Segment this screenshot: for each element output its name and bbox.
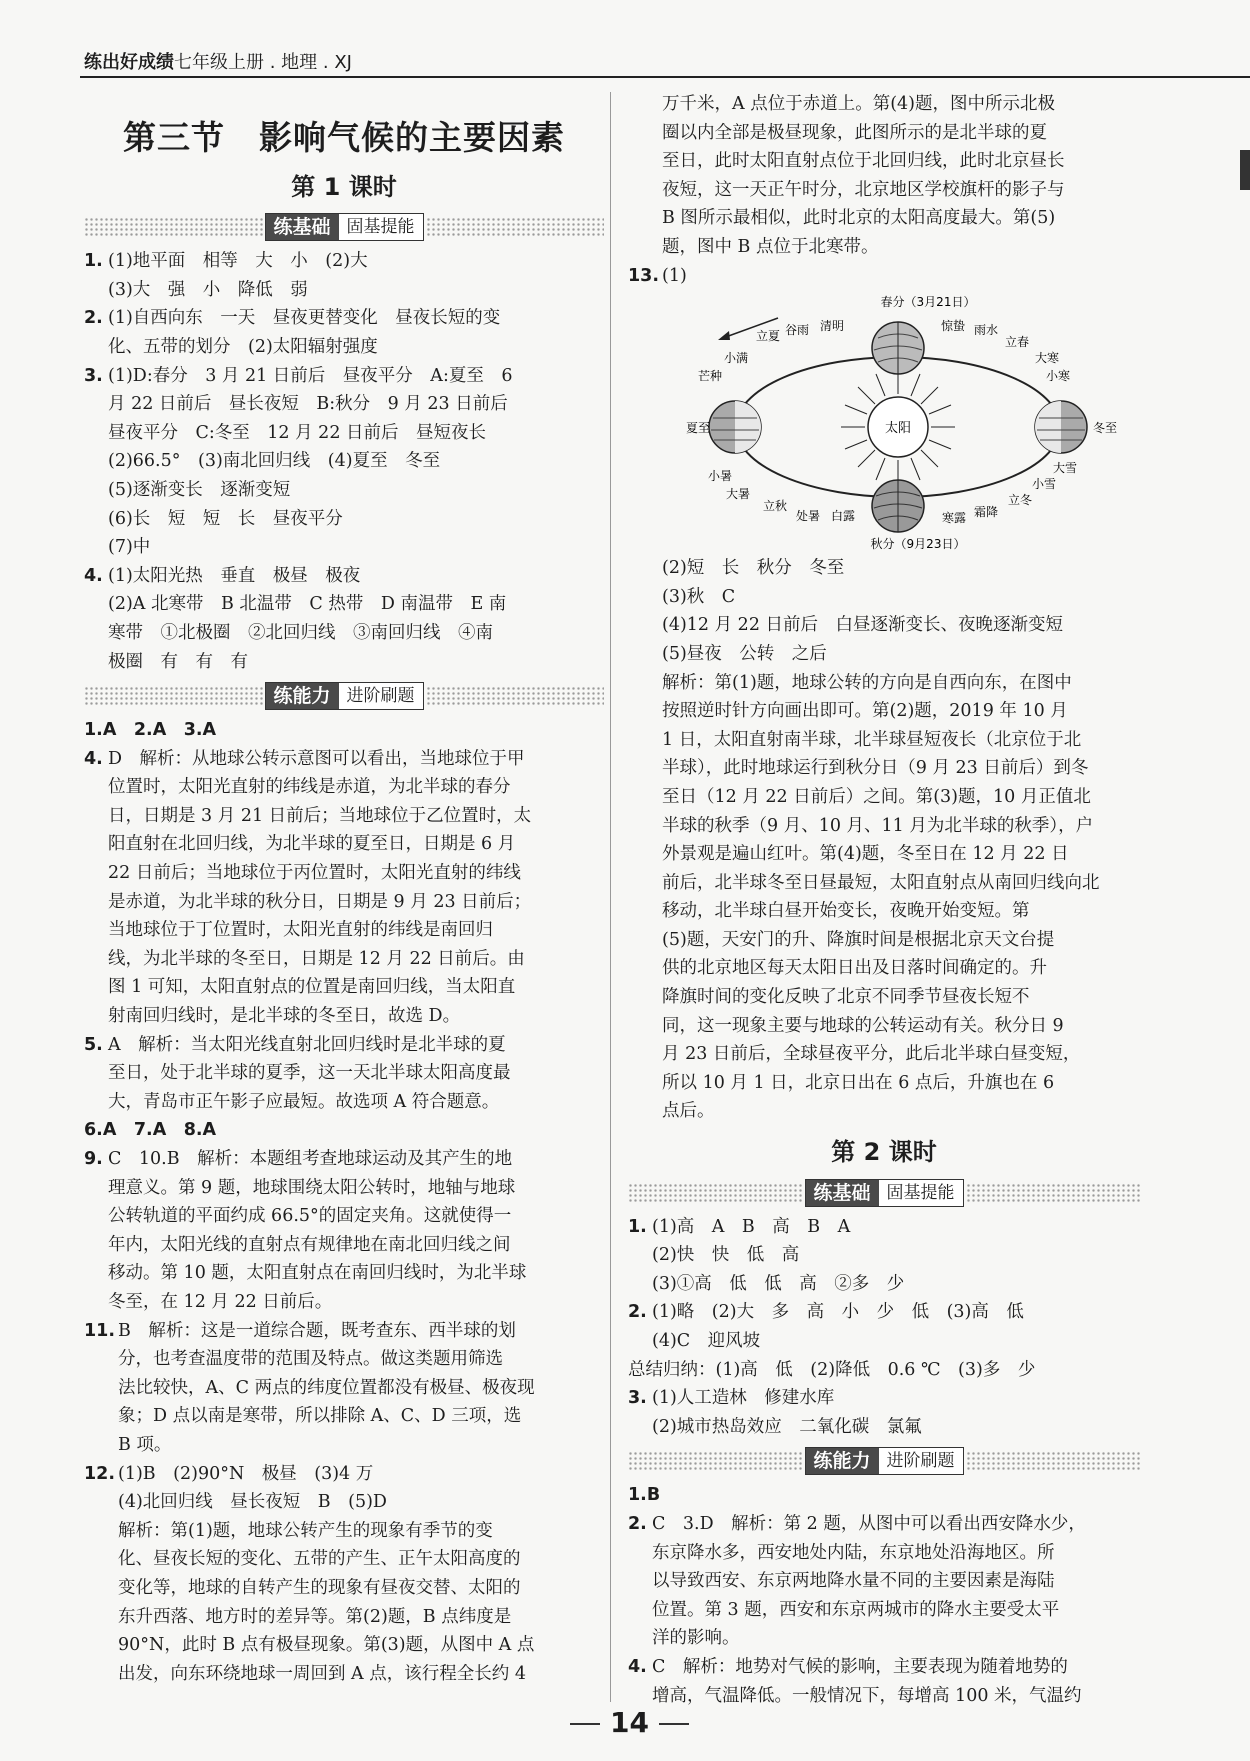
answer-line: (2)A 北寒带 B 北温带 C 热带 D 南温带 E 南 — [108, 594, 507, 615]
term-label: 大寒 — [1035, 351, 1060, 366]
answer-line: 东升西落、地方时的差异等。第(2)题，B 点纬度是 — [118, 1606, 512, 1627]
answer-line: 东京降水多，西安地处内陆，东京地处沿海地区。所 — [652, 1542, 1055, 1563]
answer-line: (1)自西向东 一天 昼夜更替变化 昼夜长短的变 — [108, 308, 501, 329]
answer-line: 变化等，地球的自转产生的现象有昼夜交替、太阳的 — [118, 1577, 521, 1598]
answer-line: (4)12 月 22 日前后 白昼逐渐变长、夜晚逐渐变短 — [662, 615, 1064, 636]
answer-line: 线，为北半球的冬至日，日期是 12 月 22 日前后。由 — [108, 948, 525, 969]
banner-dark-label: 练基础 — [806, 1180, 879, 1206]
question-number: 2. — [84, 308, 103, 329]
answer-line: 月 23 日前后，全球昼夜平分，此后北半球白昼变短， — [662, 1044, 1081, 1065]
earth-spring-icon — [872, 322, 924, 374]
banner-light-label: 进阶刷题 — [879, 1448, 963, 1474]
question-number: 4. — [84, 565, 103, 586]
answer-line: C 解析：地势对气候的影响，主要表现为随着地势的 — [652, 1656, 1068, 1677]
term-label: 谷雨 — [785, 323, 810, 338]
term-label: 霜降 — [974, 505, 999, 520]
question-number: 2. — [628, 1302, 647, 1323]
answer-line: 分，也考查温度带的范围及特点。做这类题用筛选 — [118, 1349, 503, 1370]
answer-line: (6)长 短 短 长 昼夜平分 — [108, 508, 343, 529]
answer-line: (5)题，天安门的升、降旗时间是根据北京天文台提 — [662, 929, 1055, 950]
lesson2-question-1 — [628, 1213, 1140, 1299]
term-label: 立春 — [1005, 335, 1030, 350]
question-number: 5. — [84, 1034, 103, 1055]
lesson2-question-2 — [628, 1298, 1140, 1355]
earth-winter-icon — [1035, 401, 1087, 453]
answer-line: 解析：第(1)题，地球公转产生的现象有季节的变 — [118, 1520, 493, 1541]
answer-line: 大，青岛市正午影子应最短。故选项 A 符合题意。 — [108, 1091, 500, 1112]
answer-4 — [84, 745, 604, 1031]
question-1 — [84, 247, 604, 304]
question-4 — [84, 562, 604, 676]
term-label: 立冬 — [1008, 493, 1033, 508]
answer-line: 前后，北半球冬至日昼最短，太阳直射点从南回归线向北 — [662, 872, 1100, 893]
banner-dark-label: 练能力 — [266, 683, 339, 709]
question-number: 1. — [628, 1216, 647, 1237]
answer-line: 外景观是遍山红叶。第(4)题，冬至日在 12 月 22 日 — [662, 844, 1069, 865]
term-label: 小寒 — [1046, 369, 1071, 384]
header-subtitle: 七年级上册 . 地理 . XJ — [174, 52, 352, 73]
autumn-equinox-label: 秋分（9月23日） — [870, 537, 966, 552]
answer-line: 点后。 — [662, 1101, 715, 1122]
lesson-2-title: 第 2 课时 — [831, 1138, 937, 1167]
answer-line: 以导致西安、东京两地降水量不同的主要因素是海陆 — [652, 1571, 1055, 1592]
answer-line: 极圈 有 有 有 — [108, 651, 248, 672]
answer-9 — [84, 1145, 604, 1317]
question-number: 9. — [84, 1149, 103, 1169]
answer-line: 法比较快，A、C 两点的纬度位置都没有极昼、极夜现 — [118, 1377, 535, 1398]
question-number: 1. — [84, 251, 103, 272]
term-label: 处暑 — [796, 509, 821, 524]
answer-line: (1)略 (2)大 多 高 小 少 低 (3)高 低 — [652, 1302, 1024, 1323]
answer-line: 90°N，此时 B 点有极昼现象。第(3)题，从图中 A 点 — [118, 1635, 535, 1656]
question-number: 3. — [628, 1388, 647, 1409]
answer-line: 年内，太阳光线的直射点有规律地在南北回归线之间 — [108, 1234, 511, 1255]
answer-line: 化、五带的划分 (2)太阳辐射强度 — [108, 336, 378, 357]
answer-line: B 解析：这是一道综合题，既考查东、西半球的划 — [118, 1320, 516, 1341]
answer-line: 至日，此时太阳直射点位于北回归线，此时北京昼长 — [662, 151, 1065, 172]
answer-line: (5)逐渐变长 逐渐变短 — [108, 479, 291, 500]
answer-line: 寒带 ①北极圈 ②北回归线 ③南回归线 ④南 — [108, 622, 493, 643]
question-3 — [84, 362, 604, 562]
answer-11 — [84, 1317, 604, 1460]
term-label: 小暑 — [708, 469, 733, 484]
answer-line: 解析：第(1)题，地球公转的方向是自西向东，在图中 — [662, 672, 1072, 693]
term-label: 立夏 — [756, 329, 781, 344]
banner-dark-label: 练基础 — [266, 214, 339, 240]
answer-line: (1)高 A B 高 B A — [652, 1216, 851, 1237]
answer-line: 月 22 日前后 昼长夜短 B:秋分 9 月 23 日前后 — [108, 394, 508, 415]
answer-line: 射南回归线时，是北半球的冬至日，故选 D。 — [108, 1006, 461, 1027]
lesson2-answer-4 — [628, 1653, 1140, 1710]
answer-line: 同，这一现象主要与地球的公转运动有关。秋分日 9 — [662, 1015, 1064, 1036]
left-column — [84, 90, 604, 1688]
answer-line: (1)B (2)90°N 极昼 (3)4 万 — [118, 1463, 374, 1484]
term-label: 小满 — [724, 351, 749, 366]
earth-orbit-diagram — [628, 290, 1140, 552]
answer-line: C 3.D 解析：第 2 题，从图中可以看出西安降水少， — [652, 1513, 1086, 1534]
summary-line: 总结归纳：(1)高 低 (2)降低 0.6 ℃ (3)多 少 — [628, 1359, 1036, 1380]
banner-light-label: 固基提能 — [339, 214, 423, 240]
term-label: 芒种 — [698, 369, 723, 384]
answer-13-parts — [628, 554, 1140, 1126]
earth-autumn-icon — [872, 480, 924, 532]
answer-line: 公转轨道的平面约成 66.5°的固定夹角。这就使得一 — [108, 1206, 512, 1227]
answer-line: D 解析：从地球公转示意图可以看出，当地球位于甲 — [108, 748, 525, 769]
answer-line: 位置时，太阳光直射的纬线是赤道，为北半球的春分 — [108, 777, 511, 798]
banner-basic-1 — [84, 211, 604, 243]
answer-line: 出发，向东环绕地球一周回到 A 点，该行程全长约 4 — [118, 1663, 526, 1684]
answers-6-8: 6.A 7.A 8.A — [84, 1120, 217, 1141]
banner-ability-2 — [628, 1445, 1140, 1477]
answer-line: 冬至，在 12 月 22 日前后。 — [108, 1291, 333, 1312]
question-number: 11. — [84, 1320, 116, 1341]
answer-line: 增高，气温降低。一般情况下，每增高 100 米，气温约 — [652, 1685, 1082, 1706]
answer-line: (2)66.5° (3)南北回归线 (4)夏至 冬至 — [108, 451, 441, 472]
answer-line: 半球的秋季（9 月、10 月、11 月为北半球的秋季），户 — [662, 815, 1094, 836]
summer-solstice-label: 夏至 — [686, 421, 711, 436]
column-divider — [610, 92, 611, 1702]
answer-line: 圈以内全部是极昼现象，此图所示的是北半球的夏 — [662, 122, 1047, 143]
answer-line: (3)①高 低 低 高 ②多 少 — [652, 1273, 905, 1294]
answer-line: (1)人工造林 修建水库 — [652, 1388, 835, 1409]
lesson2-answer-2 — [628, 1510, 1140, 1653]
arrow-head — [718, 331, 730, 340]
lesson-1-title: 第 1 课时 — [291, 172, 397, 201]
answer-line: 当地球位于丁位置时，太阳光直射的纬线是南回归 — [108, 920, 493, 941]
answer-line: (2)快 快 低 高 — [652, 1245, 800, 1266]
answer-line: 移动，北半球白昼开始变长，夜晚开始变短。第 — [662, 901, 1030, 922]
question-number: 2. — [628, 1513, 647, 1534]
answer-line: 位置。第 3 题，西安和东京两城市的降水主要受太平 — [652, 1599, 1060, 1620]
answer-line: 是赤道，为北半球的秋分日，日期是 9 月 23 日前后； — [108, 891, 532, 912]
term-label: 立秋 — [763, 499, 788, 514]
banner-dark-label: 练能力 — [806, 1448, 879, 1474]
term-label: 寒露 — [942, 511, 967, 526]
answer-line: 至日，处于北半球的夏季，这一天北半球太阳高度最 — [108, 1063, 511, 1084]
answer-line: 阳直射在北回归线，为北半球的夏至日，日期是 6 月 — [108, 834, 516, 855]
answer-line: (7)中 — [108, 537, 151, 558]
answer-line: 半球），此时地球运行到秋分日（9 月 23 日前后）到冬 — [662, 758, 1089, 779]
answer-line: (1)地平面 相等 大 小 (2)大 — [108, 251, 368, 272]
lesson2-question-3 — [628, 1384, 1140, 1441]
sun-label: 太阳 — [884, 421, 912, 437]
answer-5 — [84, 1031, 604, 1117]
banner-ability-1 — [84, 680, 604, 712]
answers-1-3: 1.A 2.A 3.A — [84, 720, 217, 741]
answer-12 — [84, 1460, 604, 1689]
answer-line: 万千米，A 点位于赤道上。第(4)题，图中所示北极 — [662, 94, 1055, 114]
term-label: 惊蛰 — [941, 319, 966, 334]
term-label: 雨水 — [974, 323, 999, 338]
right-column — [628, 90, 1140, 1710]
answer-line: 夜短，这一天正午时分，北京地区学校旗杆的影子与 — [662, 179, 1065, 200]
banner-basic-2 — [628, 1177, 1140, 1209]
orbit-svg — [628, 290, 1140, 552]
answer-line: A 解析：当太阳光线直射北回归线时是北半球的夏 — [108, 1034, 506, 1055]
section-title: 第三节 影响气候的主要因素 — [123, 118, 565, 157]
answer-line: (2)短 长 秋分 冬至 — [662, 558, 845, 579]
answer-line: 日，日期是 3 月 21 日前后；当地球位于乙位置时，太 — [108, 805, 532, 826]
answer-line: 22 日前后；当地球位于丙位置时，太阳光直射的纬线 — [108, 863, 521, 884]
answer-line: (1) — [662, 265, 687, 286]
banner-light-label: 进阶刷题 — [339, 683, 423, 709]
question-number: 4. — [84, 748, 103, 769]
question-number: 13. — [628, 265, 660, 286]
term-label: 大雪 — [1053, 461, 1078, 476]
winter-solstice-label: 冬至 — [1093, 421, 1118, 436]
question-number: 3. — [84, 365, 103, 386]
term-label: 小雪 — [1032, 477, 1057, 492]
answer-line: 昼夜平分 C:冬至 12 月 22 日前后 昼短夜长 — [108, 422, 487, 443]
question-number: 12. — [84, 1463, 116, 1484]
edge-tab — [1240, 150, 1250, 190]
question-number: 4. — [628, 1656, 647, 1677]
answer-line: (3)大 强 小 降低 弱 — [108, 279, 308, 300]
term-label: 白露 — [831, 509, 856, 524]
question-2 — [84, 304, 604, 361]
answer-line: 至日（12 月 22 日前后）之间。第(3)题，10 月正值北 — [662, 786, 1091, 807]
answer-line: 1 日，太阳直射南半球，北半球昼短夜长（北京位于北 — [662, 729, 1082, 750]
answer-line: (1)D:春分 3 月 21 日前后 昼夜平分 A:夏至 6 — [108, 365, 513, 386]
answer-line: B 项。 — [118, 1434, 172, 1455]
lesson2-answer-1: 1.B — [628, 1485, 661, 1506]
answer-line: 移动。第 10 题，太阳直射点在南回归线时，为北半球 — [108, 1263, 527, 1284]
answer-line: 降旗时间的变化反映了北京不同季节昼夜长短不 — [662, 987, 1030, 1008]
answer-12-continued — [628, 90, 1140, 262]
answer-line: (4)C 迎风坡 — [652, 1331, 761, 1351]
banner-light-label: 固基提能 — [879, 1180, 963, 1206]
answer-line: 题，图中 B 点位于北寒带。 — [662, 236, 879, 257]
answer-line: C 10.B 解析：本题组考查地球运动及其产生的地 — [108, 1149, 513, 1169]
answer-line: (1)太阳光热 垂直 极昼 极夜 — [108, 565, 361, 586]
term-label: 清明 — [820, 319, 845, 334]
answer-line: (4)北回归线 昼长夜短 B (5)D — [118, 1492, 387, 1513]
answer-line: (5)昼夜 公转 之后 — [662, 643, 827, 664]
answer-13 — [628, 262, 1140, 291]
header-brand: 练出好成绩 — [84, 52, 174, 73]
answer-line: 象；D 点以南是寒带，所以排除 A、C、D 三项，选 — [118, 1406, 522, 1427]
answer-line: (3)秋 C — [662, 586, 736, 607]
answer-line: 化、昼夜长短的变化、五带的产生、正午太阳高度的 — [118, 1549, 521, 1570]
answer-line: 图 1 可知，太阳直射点的位置是南回归线，当太阳直 — [108, 977, 516, 998]
term-label: 大暑 — [726, 487, 751, 502]
answer-line: 供的北京地区每天太阳日出及日落时间确定的。升 — [662, 958, 1047, 979]
answer-line: 按照逆时针方向画出即可。第(2)题，2019 年 10 月 — [662, 701, 1068, 722]
answer-line: 理意义。第 9 题，地球围绕太阳公转时，地轴与地球 — [108, 1177, 516, 1198]
page-number: 14 — [560, 1706, 699, 1739]
header-rule — [80, 76, 1250, 78]
answer-line: 洋的影响。 — [652, 1628, 740, 1649]
running-header — [84, 48, 352, 74]
answer-line: 所以 10 月 1 日，北京日出在 6 点后，升旗也在 6 — [662, 1072, 1055, 1093]
answer-line: B 图所示最相似，此时北京的太阳高度最大。第(5) — [662, 208, 1056, 229]
earth-summer-icon — [709, 401, 761, 453]
spring-equinox-label: 春分（3月21日） — [880, 295, 976, 310]
answer-line: (2)城市热岛效应 二氧化碳 氯氟 — [652, 1416, 922, 1437]
